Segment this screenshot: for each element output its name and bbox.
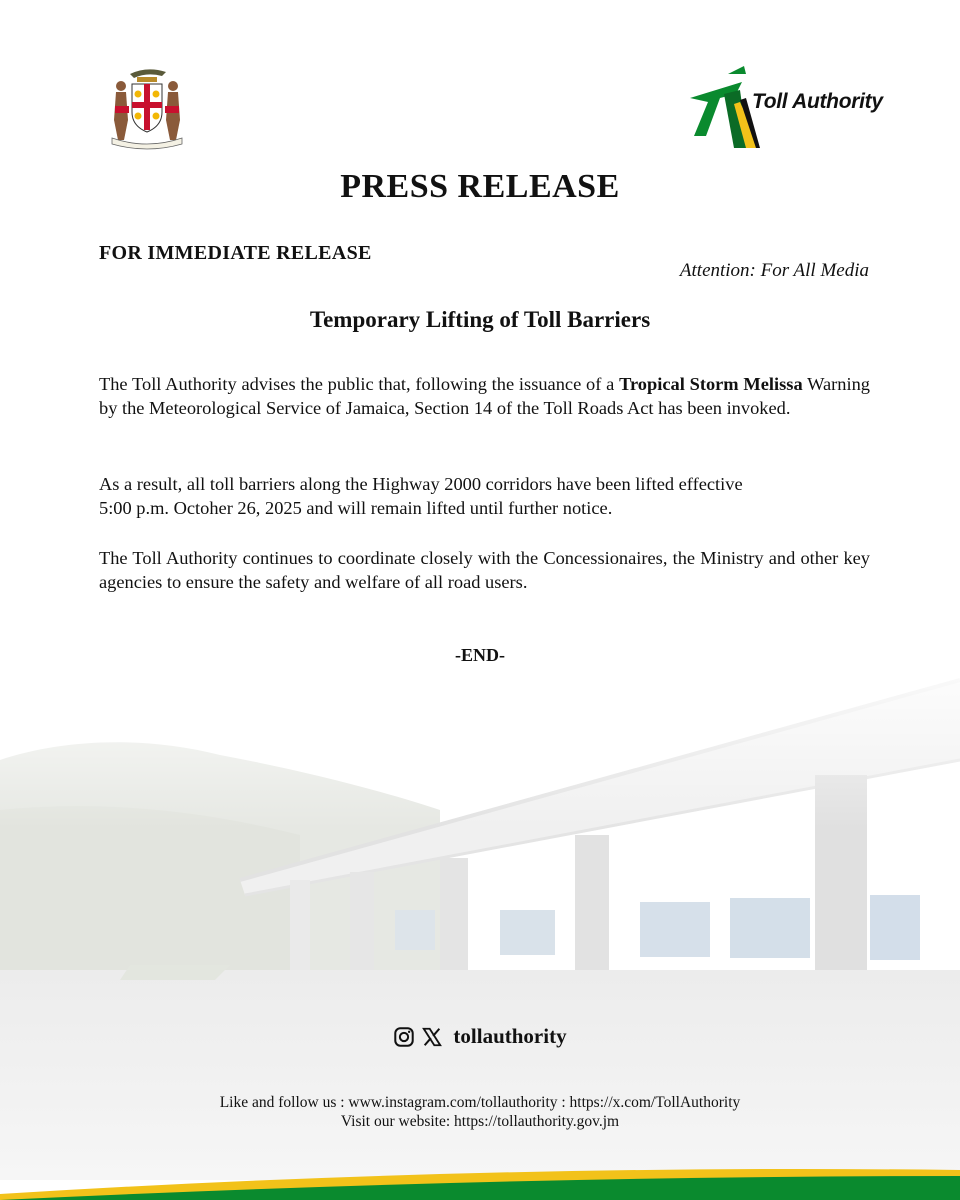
- end-marker: -END-: [455, 645, 505, 665]
- x-logo-icon[interactable]: [421, 1026, 443, 1048]
- storm-name: Tropical Storm Melissa: [619, 374, 803, 394]
- social-handle-row: [0, 1024, 960, 1049]
- logo-wordmark: Toll Authority: [752, 90, 883, 113]
- attention-line: Attention: For All Media: [679, 260, 869, 281]
- paragraph-3: The Toll Authority continues to coordinate closely with the Concessionaires, the Ministry and other key agencies to ensure the safety and welfare of all road users.: [99, 548, 870, 592]
- instagram-icon[interactable]: [393, 1026, 415, 1048]
- paragraph-2: [99, 472, 870, 520]
- paragraph-1-before: The Toll Authority advises the public that, following the issuance of a: [99, 374, 620, 394]
- release-type: FOR IMMEDIATE RELEASE: [99, 242, 372, 264]
- paragraph-1: [99, 372, 870, 420]
- release-subject: Temporary Lifting of Toll Barriers: [309, 307, 651, 332]
- paragraph-2-line-2: 5:00 p.m. Octoher 26, 2025 and will remain lifted until further notice.: [99, 498, 613, 518]
- social-handle[interactable]: tollauthority: [453, 1024, 567, 1048]
- footer-color-stripe: [0, 1150, 960, 1200]
- website-link[interactable]: Visit our website: https://tollauthority.gov.jm: [340, 1113, 620, 1130]
- page-title: PRESS RELEASE: [340, 168, 620, 205]
- paragraph-2-line-1: As a result, all toll barriers along the Highway 2000 corridors have been lifted effective: [99, 474, 743, 494]
- paragraph-1-after: Warning by the Meteorological Service of Jamaica, Section 14 of the Toll Roads Act has been invoked.: [99, 374, 870, 418]
- follow-links[interactable]: Like and follow us : www.instagram.com/tollauthority : https://x.com/TollAuthority: [219, 1094, 741, 1111]
- jamaica-coat-of-arms-icon: [104, 64, 190, 150]
